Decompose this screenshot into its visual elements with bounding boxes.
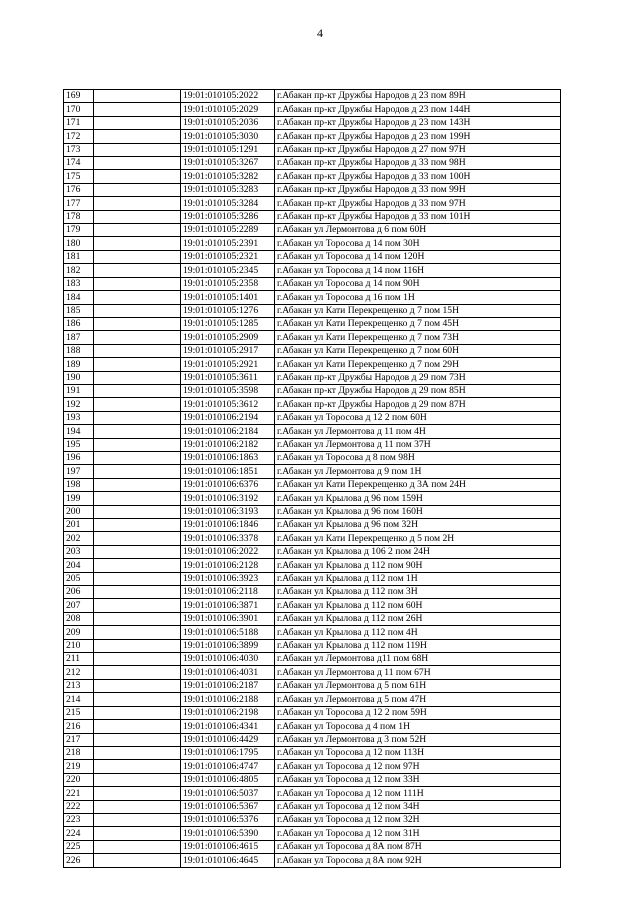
address-cell: г.Абакан пр-кт Дружбы Народов д 29 пом 85Н: [275, 384, 561, 397]
row-number-cell: 219: [64, 760, 94, 773]
address-cell: г.Абакан ул Торосова д 12 пом 33Н: [275, 773, 561, 786]
empty-cell: [94, 197, 181, 210]
cadastral-number-cell: 19:01:010105:2921: [181, 358, 275, 371]
address-cell: г.Абакан ул Торосова д 14 пом 116Н: [275, 264, 561, 277]
row-number-cell: 209: [64, 626, 94, 639]
row-number-cell: 176: [64, 183, 94, 196]
address-cell: г.Абакан ул Лермонтова д 5 пом 61Н: [275, 679, 561, 692]
empty-cell: [94, 639, 181, 652]
address-cell: г.Абакан ул Лермонтова д 11 пом 37Н: [275, 438, 561, 451]
address-cell: г.Абакан ул Крылова д 112 пом 26Н: [275, 612, 561, 625]
row-number-cell: 175: [64, 170, 94, 183]
address-cell: г.Абакан ул Крылова д 112 пом 60Н: [275, 599, 561, 612]
empty-cell: [94, 465, 181, 478]
row-number-cell: 225: [64, 840, 94, 853]
address-cell: г.Абакан ул Торосова д 14 пом 90Н: [275, 277, 561, 290]
address-cell: г.Абакан пр-кт Дружбы Народов д 29 пом 73Н: [275, 371, 561, 384]
empty-cell: [94, 492, 181, 505]
address-cell: г.Абакан пр-кт Дружбы Народов д 29 пом 87Н: [275, 398, 561, 411]
table-row: [64, 800, 561, 813]
row-number-cell: 210: [64, 639, 94, 652]
table-row: [64, 264, 561, 277]
address-cell: г.Абакан ул Лермонтова д11 пом 68Н: [275, 653, 561, 666]
table-row: [64, 291, 561, 304]
row-number-cell: 179: [64, 224, 94, 237]
address-cell: г.Абакан ул Крылова д 96 пом 32Н: [275, 519, 561, 532]
empty-cell: [94, 331, 181, 344]
address-cell: г.Абакан ул Крылова д 96 пом 160Н: [275, 505, 561, 518]
empty-cell: [94, 183, 181, 196]
table-row: [64, 854, 561, 867]
row-number-cell: 193: [64, 411, 94, 424]
row-number-cell: 221: [64, 787, 94, 800]
row-number-cell: 203: [64, 545, 94, 558]
address-cell: г.Абакан ул Торосова д 12 пом 32Н: [275, 813, 561, 826]
cadastral-number-cell: 19:01:010105:1285: [181, 317, 275, 330]
address-cell: г.Абакан ул Торосова д 8 пом 98Н: [275, 451, 561, 464]
address-cell: г.Абакан ул Лермонтова д 11 пом 67Н: [275, 666, 561, 679]
cadastral-number-cell: 19:01:010106:5037: [181, 787, 275, 800]
table-row: [64, 827, 561, 840]
address-cell: г.Абакан пр-кт Дружбы Народов д 27 пом 97Н: [275, 143, 561, 156]
cadastral-number-cell: 19:01:010105:2391: [181, 237, 275, 250]
table-row: [64, 451, 561, 464]
cadastral-number-cell: 19:01:010105:1291: [181, 143, 275, 156]
empty-cell: [94, 505, 181, 518]
table-row: [64, 599, 561, 612]
address-cell: г.Абакан ул Крылова д 96 пом 159Н: [275, 492, 561, 505]
row-number-cell: 224: [64, 827, 94, 840]
address-cell: г.Абакан ул Крылова д 106 2 пом 24Н: [275, 545, 561, 558]
cadastral-number-cell: 19:01:010106:2182: [181, 438, 275, 451]
cadastral-number-cell: 19:01:010106:6376: [181, 478, 275, 491]
cadastral-number-cell: 19:01:010105:2029: [181, 103, 275, 116]
table-row: [64, 197, 561, 210]
address-cell: г.Абакан пр-кт Дружбы Народов д 33 пом 97Н: [275, 197, 561, 210]
cadastral-number-cell: 19:01:010105:2321: [181, 250, 275, 263]
table-row: [64, 170, 561, 183]
cadastral-number-cell: 19:01:010105:2022: [181, 90, 275, 103]
row-number-cell: 218: [64, 746, 94, 759]
empty-cell: [94, 116, 181, 129]
row-number-cell: 185: [64, 304, 94, 317]
row-number-cell: 216: [64, 720, 94, 733]
table-row: [64, 438, 561, 451]
row-number-cell: 199: [64, 492, 94, 505]
row-number-cell: 213: [64, 679, 94, 692]
cadastral-number-cell: 19:01:010105:2345: [181, 264, 275, 277]
empty-cell: [94, 157, 181, 170]
table-row: [64, 706, 561, 719]
cadastral-number-cell: 19:01:010106:2198: [181, 706, 275, 719]
table-row: [64, 666, 561, 679]
table-row: [64, 746, 561, 759]
empty-cell: [94, 532, 181, 545]
row-number-cell: 220: [64, 773, 94, 786]
cadastral-number-cell: 19:01:010106:2118: [181, 586, 275, 599]
row-number-cell: 192: [64, 398, 94, 411]
empty-cell: [94, 760, 181, 773]
table-row: [64, 693, 561, 706]
address-cell: г.Абакан пр-кт Дружбы Народов д 33 пом 99Н: [275, 183, 561, 196]
cadastral-number-cell: 19:01:010105:2917: [181, 344, 275, 357]
table-row: [64, 532, 561, 545]
empty-cell: [94, 559, 181, 572]
address-cell: г.Абакан ул Торосова д 12 пом 111Н: [275, 787, 561, 800]
empty-cell: [94, 264, 181, 277]
table-row: [64, 505, 561, 518]
address-cell: г.Абакан ул Торосова д 16 пом 1Н: [275, 291, 561, 304]
row-number-cell: 197: [64, 465, 94, 478]
table-row: [64, 103, 561, 116]
empty-cell: [94, 612, 181, 625]
address-cell: г.Абакан пр-кт Дружбы Народов д 23 пом 143Н: [275, 116, 561, 129]
empty-cell: [94, 291, 181, 304]
table-row: [64, 773, 561, 786]
table-row: [64, 384, 561, 397]
address-cell: г.Абакан ул Торосова д 12 пом 34Н: [275, 800, 561, 813]
row-number-cell: 191: [64, 384, 94, 397]
row-number-cell: 182: [64, 264, 94, 277]
row-number-cell: 190: [64, 371, 94, 384]
table-row: [64, 559, 561, 572]
address-cell: г.Абакан пр-кт Дружбы Народов д 33 пом 98Н: [275, 157, 561, 170]
empty-cell: [94, 720, 181, 733]
table-row: [64, 492, 561, 505]
row-number-cell: 208: [64, 612, 94, 625]
table-row: [64, 720, 561, 733]
empty-cell: [94, 277, 181, 290]
table-row: [64, 465, 561, 478]
row-number-cell: 186: [64, 317, 94, 330]
cadastral-number-cell: 19:01:010106:1846: [181, 519, 275, 532]
address-cell: г.Абакан пр-кт Дружбы Народов д 33 пом 101Н: [275, 210, 561, 223]
address-cell: г.Абакан ул Торосова д 12 пом 31Н: [275, 827, 561, 840]
table-row: [64, 813, 561, 826]
row-number-cell: 170: [64, 103, 94, 116]
cadastral-number-cell: 19:01:010106:1851: [181, 465, 275, 478]
table-row: [64, 237, 561, 250]
empty-cell: [94, 90, 181, 103]
address-cell: г.Абакан ул Лермонтова д 11 пом 4Н: [275, 425, 561, 438]
table-row: [64, 317, 561, 330]
cadastral-number-cell: 19:01:010106:4030: [181, 653, 275, 666]
empty-cell: [94, 706, 181, 719]
empty-cell: [94, 626, 181, 639]
cadastral-number-cell: 19:01:010106:2184: [181, 425, 275, 438]
table-row: [64, 277, 561, 290]
table-row: [64, 411, 561, 424]
table-row: [64, 572, 561, 585]
row-number-cell: 201: [64, 519, 94, 532]
empty-cell: [94, 170, 181, 183]
cadastral-number-cell: 19:01:010105:3030: [181, 130, 275, 143]
row-number-cell: 181: [64, 250, 94, 263]
cadastral-number-cell: 19:01:010106:2128: [181, 559, 275, 572]
empty-cell: [94, 787, 181, 800]
table-row: [64, 787, 561, 800]
table-row: [64, 250, 561, 263]
table-row: [64, 653, 561, 666]
empty-cell: [94, 854, 181, 867]
cadastral-number-cell: 19:01:010106:4645: [181, 854, 275, 867]
table-row: [64, 679, 561, 692]
table-row: [64, 143, 561, 156]
table-row: [64, 840, 561, 853]
row-number-cell: 200: [64, 505, 94, 518]
table-row: [64, 519, 561, 532]
cadastral-number-cell: 19:01:010105:3612: [181, 398, 275, 411]
empty-cell: [94, 344, 181, 357]
address-cell: г.Абакан ул Лермонтова д 9 пом 1Н: [275, 465, 561, 478]
table-row: [64, 90, 561, 103]
row-number-cell: 183: [64, 277, 94, 290]
table-row: [64, 183, 561, 196]
address-cell: г.Абакан ул Кати Перекрещенко д 5 пом 2Н: [275, 532, 561, 545]
cadastral-number-cell: 19:01:010105:3611: [181, 371, 275, 384]
address-cell: г.Абакан ул Торосова д 12 пом 113Н: [275, 746, 561, 759]
address-cell: г.Абакан ул Кати Перекрещенко д 7 пом 73Н: [275, 331, 561, 344]
empty-cell: [94, 773, 181, 786]
cadastral-number-cell: 19:01:010105:3284: [181, 197, 275, 210]
row-number-cell: 223: [64, 813, 94, 826]
address-cell: г.Абакан пр-кт Дружбы Народов д 23 пом 144Н: [275, 103, 561, 116]
row-number-cell: 214: [64, 693, 94, 706]
table-row: [64, 331, 561, 344]
cadastral-number-cell: 19:01:010106:4031: [181, 666, 275, 679]
row-number-cell: 172: [64, 130, 94, 143]
row-number-cell: 196: [64, 451, 94, 464]
cadastral-number-cell: 19:01:010106:2188: [181, 693, 275, 706]
table-row: [64, 210, 561, 223]
cadastral-number-cell: 19:01:010106:3192: [181, 492, 275, 505]
empty-cell: [94, 130, 181, 143]
empty-cell: [94, 317, 181, 330]
address-cell: г.Абакан ул Торосова д 12 2 пом 60Н: [275, 411, 561, 424]
address-cell: г.Абакан ул Торосова д 8А пом 92Н: [275, 854, 561, 867]
cadastral-number-cell: 19:01:010106:3378: [181, 532, 275, 545]
address-cell: г.Абакан ул Торосова д 8А пом 87Н: [275, 840, 561, 853]
empty-cell: [94, 679, 181, 692]
row-number-cell: 215: [64, 706, 94, 719]
cadastral-number-cell: 19:01:010105:3286: [181, 210, 275, 223]
row-number-cell: 207: [64, 599, 94, 612]
empty-cell: [94, 800, 181, 813]
table-row: [64, 157, 561, 170]
row-number-cell: 178: [64, 210, 94, 223]
empty-cell: [94, 746, 181, 759]
row-number-cell: 174: [64, 157, 94, 170]
cadastral-number-cell: 19:01:010105:2358: [181, 277, 275, 290]
cadastral-number-cell: 19:01:010106:1863: [181, 451, 275, 464]
cadastral-number-cell: 19:01:010105:2289: [181, 224, 275, 237]
cadastral-number-cell: 19:01:010106:5188: [181, 626, 275, 639]
table-row: [64, 639, 561, 652]
empty-cell: [94, 224, 181, 237]
cadastral-number-cell: 19:01:010106:5376: [181, 813, 275, 826]
table-row: [64, 358, 561, 371]
address-cell: г.Абакан ул Кати Перекрещенко д 7 пом 45Н: [275, 317, 561, 330]
address-cell: г.Абакан ул Кати Перекрещенко д 7 пом 15Н: [275, 304, 561, 317]
table-row: [64, 733, 561, 746]
address-cell: г.Абакан ул Крылова д 112 пом 1Н: [275, 572, 561, 585]
empty-cell: [94, 411, 181, 424]
empty-cell: [94, 693, 181, 706]
row-number-cell: 211: [64, 653, 94, 666]
row-number-cell: 195: [64, 438, 94, 451]
table-row: [64, 760, 561, 773]
empty-cell: [94, 398, 181, 411]
row-number-cell: 173: [64, 143, 94, 156]
address-cell: г.Абакан ул Торосова д 4 пом 1Н: [275, 720, 561, 733]
table-row: [64, 478, 561, 491]
address-cell: г.Абакан ул Крылова д 112 пом 119Н: [275, 639, 561, 652]
empty-cell: [94, 384, 181, 397]
address-cell: г.Абакан ул Торосова д 12 2 пом 59Н: [275, 706, 561, 719]
cadastral-number-cell: 19:01:010105:3283: [181, 183, 275, 196]
empty-cell: [94, 425, 181, 438]
address-cell: г.Абакан ул Крылова д 112 пом 3Н: [275, 586, 561, 599]
cadastral-number-cell: 19:01:010105:2909: [181, 331, 275, 344]
cadastral-number-cell: 19:01:010105:3282: [181, 170, 275, 183]
cadastral-number-cell: 19:01:010105:3267: [181, 157, 275, 170]
empty-cell: [94, 237, 181, 250]
empty-cell: [94, 478, 181, 491]
address-cell: г.Абакан ул Кати Перекрещенко д 7 пом 60Н: [275, 344, 561, 357]
row-number-cell: 226: [64, 854, 94, 867]
row-number-cell: 180: [64, 237, 94, 250]
page-number: 4: [317, 26, 323, 40]
cadastral-number-cell: 19:01:010106:3901: [181, 612, 275, 625]
cadastral-number-cell: 19:01:010106:5367: [181, 800, 275, 813]
cadastral-number-cell: 19:01:010105:3598: [181, 384, 275, 397]
address-cell: г.Абакан ул Крылова д 112 пом 90Н: [275, 559, 561, 572]
table-row: [64, 586, 561, 599]
table-row: [64, 371, 561, 384]
address-cell: г.Абакан ул Торосова д 14 пом 30Н: [275, 237, 561, 250]
row-number-cell: 187: [64, 331, 94, 344]
cadastral-number-cell: 19:01:010106:5390: [181, 827, 275, 840]
property-table-body: [64, 90, 561, 868]
address-cell: г.Абакан пр-кт Дружбы Народов д 33 пом 100Н: [275, 170, 561, 183]
row-number-cell: 194: [64, 425, 94, 438]
table-row: [64, 425, 561, 438]
empty-cell: [94, 438, 181, 451]
empty-cell: [94, 250, 181, 263]
cadastral-number-cell: 19:01:010106:3871: [181, 599, 275, 612]
row-number-cell: 169: [64, 90, 94, 103]
empty-cell: [94, 840, 181, 853]
cadastral-number-cell: 19:01:010106:2022: [181, 545, 275, 558]
empty-cell: [94, 519, 181, 532]
cadastral-number-cell: 19:01:010106:4805: [181, 773, 275, 786]
address-cell: г.Абакан ул Торосова д 12 пом 97Н: [275, 760, 561, 773]
table-row: [64, 612, 561, 625]
cadastral-number-cell: 19:01:010105:2036: [181, 116, 275, 129]
address-cell: г.Абакан ул Кати Перекрещенко д 7 пом 29Н: [275, 358, 561, 371]
empty-cell: [94, 572, 181, 585]
cadastral-number-cell: 19:01:010105:1401: [181, 291, 275, 304]
empty-cell: [94, 666, 181, 679]
cadastral-number-cell: 19:01:010106:3899: [181, 639, 275, 652]
property-table: [63, 89, 561, 868]
cadastral-number-cell: 19:01:010105:1276: [181, 304, 275, 317]
empty-cell: [94, 358, 181, 371]
table-row: [64, 626, 561, 639]
address-cell: г.Абакан пр-кт Дружбы Народов д 23 пом 89Н: [275, 90, 561, 103]
empty-cell: [94, 599, 181, 612]
table-row: [64, 224, 561, 237]
cadastral-number-cell: 19:01:010106:1795: [181, 746, 275, 759]
empty-cell: [94, 103, 181, 116]
address-cell: г.Абакан ул Крылова д 112 пом 4Н: [275, 626, 561, 639]
row-number-cell: 198: [64, 478, 94, 491]
row-number-cell: 205: [64, 572, 94, 585]
cadastral-number-cell: 19:01:010106:4429: [181, 733, 275, 746]
row-number-cell: 217: [64, 733, 94, 746]
table-row: [64, 130, 561, 143]
address-cell: г.Абакан ул Кати Перекрещенко д 3А пом 24Н: [275, 478, 561, 491]
table-row: [64, 116, 561, 129]
table-row: [64, 398, 561, 411]
row-number-cell: 206: [64, 586, 94, 599]
empty-cell: [94, 143, 181, 156]
empty-cell: [94, 545, 181, 558]
row-number-cell: 222: [64, 800, 94, 813]
empty-cell: [94, 813, 181, 826]
empty-cell: [94, 451, 181, 464]
cadastral-number-cell: 19:01:010106:4615: [181, 840, 275, 853]
table-row: [64, 304, 561, 317]
cadastral-number-cell: 19:01:010106:3193: [181, 505, 275, 518]
empty-cell: [94, 653, 181, 666]
cadastral-number-cell: 19:01:010106:4341: [181, 720, 275, 733]
empty-cell: [94, 304, 181, 317]
empty-cell: [94, 586, 181, 599]
address-cell: г.Абакан ул Торосова д 14 пом 120Н: [275, 250, 561, 263]
address-cell: г.Абакан ул Лермонтова д 6 пом 60Н: [275, 224, 561, 237]
row-number-cell: 184: [64, 291, 94, 304]
row-number-cell: 204: [64, 559, 94, 572]
row-number-cell: 177: [64, 197, 94, 210]
cadastral-number-cell: 19:01:010106:2194: [181, 411, 275, 424]
row-number-cell: 202: [64, 532, 94, 545]
table-row: [64, 344, 561, 357]
address-cell: г.Абакан ул Лермонтова д 3 пом 52Н: [275, 733, 561, 746]
empty-cell: [94, 210, 181, 223]
table-row: [64, 545, 561, 558]
row-number-cell: 212: [64, 666, 94, 679]
row-number-cell: 189: [64, 358, 94, 371]
empty-cell: [94, 733, 181, 746]
empty-cell: [94, 371, 181, 384]
empty-cell: [94, 827, 181, 840]
address-cell: г.Абакан пр-кт Дружбы Народов д 23 пом 199Н: [275, 130, 561, 143]
row-number-cell: 171: [64, 116, 94, 129]
cadastral-number-cell: 19:01:010106:2187: [181, 679, 275, 692]
cadastral-number-cell: 19:01:010106:3923: [181, 572, 275, 585]
address-cell: г.Абакан ул Лермонтова д 5 пом 47Н: [275, 693, 561, 706]
cadastral-number-cell: 19:01:010106:4747: [181, 760, 275, 773]
row-number-cell: 188: [64, 344, 94, 357]
